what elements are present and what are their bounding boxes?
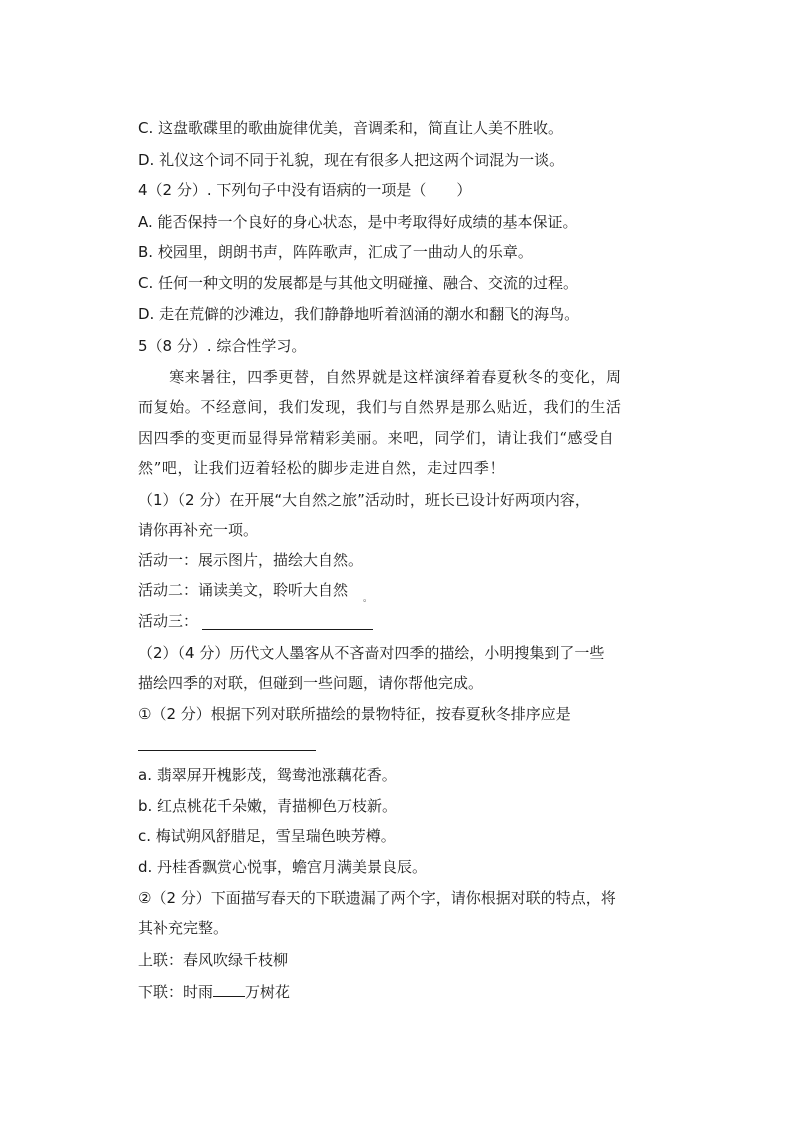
couplet-a: a. 翡翠屏开槐影茂，鸳鸯池涨藕花香。 — [138, 766, 397, 784]
activity-2-mark: 。 — [363, 594, 373, 604]
activity-2-text: 活动二：诵读美文，聆听大自然 — [138, 581, 349, 599]
question-5: 5（8 分）. 综合性学习。 — [138, 337, 307, 355]
couplet-c: c. 梅试朔风舒腊足，雪呈瑞色映芳樽。 — [138, 827, 396, 845]
subquestion-2-line-1: （2）（4 分）历代文人墨客从不吝啬对四季的描绘，小明搜集到了一些 — [138, 644, 605, 662]
lower-couplet-blank[interactable] — [213, 982, 245, 997]
lower-couplet — [138, 982, 290, 1002]
lower-couplet-prefix: 下联：时雨 — [138, 983, 214, 1001]
option-4b: B. 校园里，朗朗书声，阵阵歌声，汇成了一曲动人的乐章。 — [138, 243, 533, 261]
passage-line-2: 而复始。不经意间，我们发现，我们与自然界是那么贴近，我们的生活 — [138, 398, 622, 416]
option-4a: A. 能否保持一个良好的身心状态，是中考取得好成绩的基本保证。 — [138, 213, 578, 231]
couplet-b: b. 红点桃花千朵嫩，青描柳色万枝新。 — [138, 797, 398, 815]
passage-line-1: 寒来暑往，四季更替，自然界就是这样演绎着春夏秋冬的变化，周 — [138, 368, 622, 386]
subquestion-2-1: ①（2 分）根据下列对联所描绘的景物特征，按春夏秋冬排序应是 — [138, 705, 571, 723]
subquestion-1-line-1: （1）（2 分）在开展“大自然之旅”活动时，班长已设计好两项内容， — [138, 491, 590, 509]
lower-couplet-suffix: 万树花 — [245, 983, 291, 1001]
passage-line-4: 然”吧，让我们迈着轻松的脚步走进自然，走过四季！ — [138, 459, 506, 477]
subquestion-1-line-2: 请你再补充一项。 — [138, 521, 259, 539]
option-3d: D. 礼仪这个词不同于礼貌，现在有很多人把这两个词混为一谈。 — [138, 151, 565, 169]
question-4: 4（2 分）. 下列句子中没有语病的一项是（ ） — [138, 181, 472, 199]
subquestion-2-line-2: 描绘四季的对联，但碰到一些问题，请你帮他完成。 — [138, 674, 484, 692]
activity-3: 活动三： — [138, 612, 199, 630]
subquestion-2-2-line-1: ②（2 分）下面描写春天的下联遗漏了两个字，请你根据对联的特点，将 — [138, 889, 616, 907]
couplet-d: d. 丹桂香飘赏心悦事，蟾宫月满美景良辰。 — [138, 858, 428, 876]
activity-2 — [138, 580, 373, 604]
subquestion-2-2-line-2: 其补充完整。 — [138, 919, 229, 937]
activity-3-answer-blank[interactable] — [202, 629, 373, 630]
activity-1: 活动一：展示图片，描绘大自然。 — [138, 551, 364, 569]
order-answer-blank[interactable] — [138, 750, 316, 751]
passage-line-3: 因四季的变更而显得异常精彩美丽。来吧，同学们，请让我们“感受自 — [138, 429, 615, 447]
option-3c: C. 这盘歌碟里的歌曲旋律优美，音调柔和，简直让人美不胜收。 — [138, 119, 564, 137]
option-4d: D. 走在荒僻的沙滩边，我们静静地听着汹涌的潮水和翻飞的海鸟。 — [138, 305, 580, 323]
option-4c: C. 任何一种文明的发展都是与其他文明碰撞、融合、交流的过程。 — [138, 274, 579, 292]
upper-couplet: 上联：春风吹绿千枝柳 — [138, 951, 289, 969]
